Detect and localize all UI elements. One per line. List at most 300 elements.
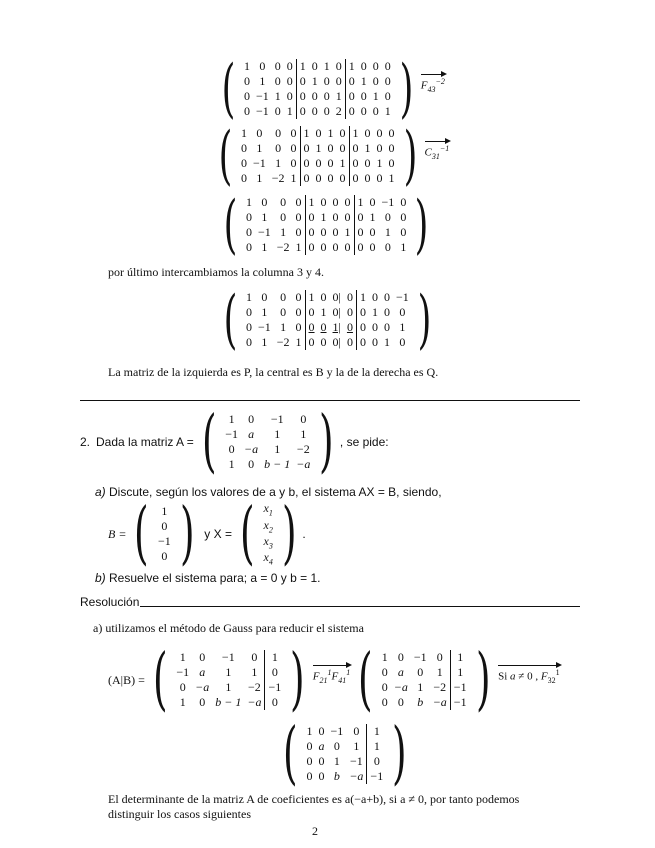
matrix-row <box>243 240 409 255</box>
vector-cell: 1 <box>161 504 168 518</box>
matrix-cell: 0 <box>332 210 339 224</box>
matrix-cell: 0 <box>344 240 351 254</box>
matrix-cell: 0 <box>296 89 309 104</box>
matrix-cell: 0 <box>295 225 302 239</box>
matrix-cell: −1 <box>450 680 469 695</box>
matrix-cell: −2 <box>248 680 261 694</box>
matrix-cell: 0 <box>275 141 282 155</box>
matrix-cell: 1 <box>256 171 263 185</box>
matrix-cell: −1 <box>255 104 269 118</box>
y-x-label: y X = <box>204 527 232 541</box>
matrix-cell: 1 <box>295 240 302 254</box>
matrix-row <box>173 695 284 710</box>
matrix-cell: 0 <box>318 769 325 783</box>
matrix-cell: 0 <box>245 305 252 319</box>
matrix-cell: a <box>199 665 206 679</box>
matrix-cell: 0 <box>376 141 383 155</box>
matrix-cell: 0 <box>300 156 313 171</box>
matrix-cell: −1 <box>257 225 271 239</box>
matrix-cell: 1 <box>275 156 282 170</box>
matrix-row <box>304 739 387 754</box>
matrix-cell: 0 <box>248 412 255 426</box>
matrix-cell: 1 <box>240 126 247 140</box>
matrix-cell: −2 <box>276 335 290 349</box>
problem-number: 2. <box>80 435 91 449</box>
matrix-cell: 0 <box>245 240 252 254</box>
matrix-cell: −a <box>244 442 259 456</box>
matrix-cell: 1 <box>320 305 327 319</box>
matrix-cell: −1 <box>270 412 284 426</box>
matrix-cell: 0 <box>280 290 287 304</box>
matrix-cell: 0 <box>280 305 287 319</box>
matrix-cell: 1 <box>388 171 395 185</box>
matrix-cell: 1 <box>245 290 252 304</box>
matrix-cell: −2 <box>433 680 447 694</box>
matrix-cell: 0 <box>354 240 367 255</box>
matrix-cell: 0 <box>372 104 379 118</box>
matrix-cell: 0 <box>311 89 318 103</box>
matrix-cell: 1 <box>179 695 186 709</box>
matrix-cell: 1 <box>305 195 318 210</box>
matrix-cell: 1 <box>300 427 307 441</box>
matrix-cell: 1 <box>274 427 281 441</box>
matrix-cell: 0 <box>339 126 346 140</box>
matrix-cell: 1 <box>261 240 268 254</box>
matrix-cell: −1 <box>330 724 344 738</box>
matrix-cell: 0 <box>397 695 404 709</box>
matrix-cell: 0 <box>265 665 284 680</box>
matrix-cell: 1 <box>335 89 342 103</box>
matrix-row <box>241 104 394 119</box>
matrix-step-3: ( 1 0 0 0 1 0 0 0 1 0 −1 0 0 1 0 0 0 1 0 0 0 1 0 0 0 −1 1 0 0 0 0 1 0 0 1 0 0 1 −2 1 0 0 0 0 0 0 0 1 ) <box>223 188 429 262</box>
matrix-cell: 0 <box>286 59 293 73</box>
matrix-cell: 0 <box>332 240 339 254</box>
matrix-cell: 0 <box>306 739 313 753</box>
part-b-text: Resuelve el sistema para; a = 0 y b = 1. <box>109 571 321 585</box>
matrix-cell: 0 <box>327 171 334 185</box>
matrix-cell: 0 <box>344 210 351 224</box>
matrix-row <box>243 320 412 335</box>
matrix-cell: 1 <box>356 290 369 305</box>
matrix-cell: 0 <box>274 104 281 118</box>
matrix-cell: 0 <box>400 225 407 239</box>
matrix-cell: 0 <box>345 89 358 104</box>
matrix-cell: 0 <box>179 680 186 694</box>
matrix-2-table <box>238 126 398 186</box>
matrix-cell: 1 <box>243 59 250 73</box>
matrix-cell: −2 <box>271 171 285 185</box>
matrix-cell: 0 <box>399 305 406 319</box>
matrix-cell: 0 <box>371 320 378 334</box>
matrix-cell: 0 <box>384 59 391 73</box>
matrix-cell: 0 <box>320 320 327 334</box>
matrix-cell: 0 <box>286 89 293 103</box>
matrix-cell: 0 <box>245 225 252 239</box>
matrix-cell: −2 <box>276 240 290 254</box>
separator-rule <box>80 400 580 401</box>
matrix-cell: 0 <box>320 195 327 209</box>
matrix-cell: 0 <box>376 171 383 185</box>
matrix-cell: 0 <box>360 104 367 118</box>
matrix-cell: a <box>397 665 404 679</box>
problem-tail: , se pide: <box>339 435 389 449</box>
matrix-cell: 0 <box>349 141 362 156</box>
matrix-cell: −1 <box>252 156 266 170</box>
matrix-cell: 1| <box>332 320 341 334</box>
matrix-cell: 0 <box>381 695 388 709</box>
matrix-row <box>304 754 387 769</box>
row-op-label-f: $F_{21}^1F_{41}^1$ <box>313 668 350 685</box>
matrix-cell: 0 <box>199 650 206 664</box>
matrix-cell: 0 <box>300 412 307 426</box>
matrix-row <box>379 695 470 710</box>
matrix-3-table <box>243 195 409 255</box>
matrix-cell: 0 <box>354 210 367 225</box>
matrix-cell: −a <box>349 769 364 783</box>
matrix-cell: 0 <box>256 126 263 140</box>
determinant-line-1: El determinante de la matriz A de coeficientes es a(−a+b), si a ≠ 0, por tanto podemos <box>108 792 520 806</box>
matrix-cell: 1 <box>376 156 383 170</box>
matrix-cell: 0 <box>320 240 327 254</box>
matrix-cell: 2 <box>335 104 342 118</box>
matrix-cell: 1 <box>306 724 313 738</box>
matrix-cell: 0 <box>280 210 287 224</box>
matrix-cell: −1 <box>395 290 409 304</box>
matrix-cell: 0 <box>354 225 367 240</box>
matrix-cell: 1 <box>261 335 268 349</box>
row-op-label-si: Si a ≠ 0 , $F_{32}^1$ <box>498 668 559 685</box>
matrix-A-table <box>222 412 313 472</box>
matrix-cell: 0 <box>315 156 322 170</box>
matrix-1-table <box>241 59 394 119</box>
matrix-cell: 0 <box>383 305 390 319</box>
vector-cell: −1 <box>157 534 171 548</box>
matrix-row <box>304 769 387 784</box>
matrix-cell: 1 <box>364 141 371 155</box>
matrix-cell: b − 1 <box>264 457 291 471</box>
matrix-cell: 0| <box>332 335 341 349</box>
augmented-row: (A|B) = ( 1 0 −1 0 1 −1 a 1 1 0 0 −a 1 −2 −1 1 0 b − 1 −a 0 ) $F_{21}^1F_{41}^1$ ( 1 0 −1 0 1 0 a 0 1 1 0 −a 1 −2 −1 0 0 b −a −1 ) Si a ≠ 0 , $F_{32}^1$ <box>108 640 560 719</box>
swap-columns-text: por último intercambiamos la columna 3 y 4. <box>108 265 324 279</box>
matrix-cell: 0 <box>295 305 302 319</box>
determinant-line-2: distinguir los casos siguientes <box>108 807 251 821</box>
matrix-step-2: ( 1 0 0 0 1 0 1 0 1 0 0 0 0 1 0 0 0 1 0 0 0 1 0 0 0 −1 1 0 0 0 0 1 0 0 1 0 0 1 −2 1 0 0 0 0 0 0 0 1 ) $C_{31}^{-1}$ <box>218 119 450 193</box>
matrix-cell: 0 <box>335 74 342 88</box>
matrix-row <box>243 195 409 210</box>
matrix-cell: 1 <box>290 171 297 185</box>
matrix-cell: 1 <box>367 739 386 754</box>
matrix-cell: 0 <box>305 320 318 335</box>
matrix-cell: −a <box>195 680 210 694</box>
matrix-cell: 0 <box>295 290 302 304</box>
matrix-cell: −2 <box>296 442 310 456</box>
matrix-cell: 1 <box>274 442 281 456</box>
matrix-cell: 0 <box>240 156 247 170</box>
matrix-cell: 0 <box>383 290 390 304</box>
matrix-cell: 0 <box>381 680 388 694</box>
matrix-cell: 0| <box>332 290 341 304</box>
matrix-cell: 1 <box>323 59 330 73</box>
matrix-cell: −1 <box>225 427 239 441</box>
matrix-cell: 1 <box>228 457 235 471</box>
matrix-row <box>173 665 284 680</box>
matrix-cell: 1 <box>327 126 334 140</box>
part-b-statement <box>95 571 320 585</box>
matrix-cell: 1 <box>339 156 346 170</box>
matrix-cell: 0 <box>346 290 353 304</box>
matrix-cell: 0 <box>364 126 371 140</box>
matrix-cell: 1 <box>345 59 358 74</box>
pbq-sentence: La matriz de la izquierda es P, la central es B y la de la derecha es Q. <box>108 365 439 379</box>
matrix-cell: 1 <box>280 320 287 334</box>
matrix-cell: 0 <box>245 210 252 224</box>
matrix-cell: 0 <box>315 126 322 140</box>
matrix-cell: 0 <box>290 141 297 155</box>
page-number: 2 <box>312 824 318 838</box>
matrix-cell: 0 <box>384 210 391 224</box>
matrix-cell: 0 <box>332 225 339 239</box>
matrix-cell: 0 <box>245 320 252 334</box>
matrix-cell: 0 <box>400 210 407 224</box>
matrix-cell: 0 <box>280 195 287 209</box>
matrix-cell: 0 <box>369 240 376 254</box>
matrix-cell: 0 <box>400 195 407 209</box>
matrix-cell: 0 <box>306 769 313 783</box>
matrix-row <box>243 335 412 350</box>
matrix-cell: 1 <box>400 240 407 254</box>
matrix-cell: 0| <box>332 305 341 319</box>
matrix-cell: 1 <box>225 680 232 694</box>
matrix-cell: −1 <box>255 89 269 103</box>
vector-X <box>261 501 276 567</box>
matrix-cell: 1 <box>274 89 281 103</box>
matrix-cell: −1 <box>367 769 386 784</box>
matrix-cell: −a <box>296 457 311 471</box>
matrix-cell: −a <box>247 695 262 709</box>
matrix-cell: 0 <box>349 171 362 186</box>
part-a-text: Discute, según los valores de a y b, el sistema AX = B, siendo, <box>109 485 442 499</box>
matrix-cell: 0 <box>346 320 353 334</box>
matrix-cell: −1 <box>257 320 271 334</box>
matrix-cell: 0 <box>345 74 358 89</box>
matrix-cell: 1 <box>320 210 327 224</box>
matrix-cell: 1 <box>305 290 318 305</box>
matrix-row <box>238 141 398 156</box>
part-a-label: a) <box>95 485 106 499</box>
matrix-cell: 0 <box>300 141 313 156</box>
matrix-cell: 0 <box>261 195 268 209</box>
augmented-matrix-1 <box>173 650 284 710</box>
matrix-cell: 0 <box>372 59 379 73</box>
matrix-cell: 0 <box>243 104 250 118</box>
matrix-cell: 0 <box>381 665 388 679</box>
matrix-cell: 1 <box>259 74 266 88</box>
vector-cell: 0 <box>161 549 168 563</box>
matrix-cell: 0 <box>388 141 395 155</box>
matrix-cell: 1 <box>228 412 235 426</box>
matrix-cell: 1 <box>384 225 391 239</box>
problem-lead: Dada la matriz A = <box>96 435 194 449</box>
matrix-cell: 0 <box>305 305 318 320</box>
matrix-cell: 1 <box>295 335 302 349</box>
matrix-cell: 0 <box>243 89 250 103</box>
matrix-cell: 0 <box>295 320 302 334</box>
matrix-row <box>238 156 398 171</box>
matrix-cell: 0 <box>349 156 362 171</box>
vector-cell: $x_4$ <box>263 550 273 567</box>
matrix-cell: 0 <box>327 156 334 170</box>
matrix-cell: 0 <box>388 156 395 170</box>
matrix-cell: 0 <box>251 650 258 664</box>
matrix-row <box>241 89 394 104</box>
matrix-cell: 1 <box>280 225 287 239</box>
augmented-matrix-3 <box>304 724 387 784</box>
matrix-cell: 1 <box>286 104 293 118</box>
matrix-cell: 0 <box>320 290 327 304</box>
vector-cell: $x_1$ <box>263 501 273 518</box>
matrix-cell: 1 <box>300 126 313 141</box>
matrix-cell: 0 <box>364 171 371 185</box>
resolucion-rule <box>140 606 580 607</box>
matrix-row <box>379 665 470 680</box>
matrix-cell: 0 <box>320 225 327 239</box>
matrix-cell: 1 <box>417 680 424 694</box>
matrix-cell: 0 <box>311 59 318 73</box>
matrix-cell: 1 <box>265 650 284 665</box>
vector-B <box>155 504 174 564</box>
matrix-row <box>304 724 387 739</box>
matrix-cell: 1 <box>360 74 367 88</box>
matrix-cell: 0 <box>240 141 247 155</box>
matrix-cell: 0 <box>344 195 351 209</box>
matrix-cell: 0 <box>371 290 378 304</box>
matrix-cell: 0 <box>323 104 330 118</box>
matrix-row <box>222 412 313 427</box>
matrix-cell: b <box>333 769 340 783</box>
matrix-row <box>243 290 412 305</box>
matrix-row <box>243 210 409 225</box>
matrix-cell: 0 <box>318 724 325 738</box>
matrix-cell: 0 <box>295 210 302 224</box>
matrix-cell: 0 <box>274 59 281 73</box>
matrix-cell: 0 <box>388 126 395 140</box>
matrix-cell: 0 <box>320 335 327 349</box>
matrix-cell: 0 <box>305 335 318 350</box>
matrix-cell: 0 <box>323 89 330 103</box>
matrix-cell: 0 <box>356 335 369 350</box>
matrix-cell: 1 <box>399 320 406 334</box>
matrix-row <box>173 680 284 695</box>
matrix-step-4: ( 1 0 0 0 1 0 0| 0 1 0 0 −1 0 1 0 0 0 1 0| 0 0 1 0 0 0 −1 1 0 0 0 1| 0 0 0 0 1 0 1 −2 1 0 0 0| 0 0 0 1 0 ) <box>223 283 432 357</box>
matrix-cell: 0 <box>384 240 391 254</box>
matrix-cell: 0 <box>300 171 313 186</box>
matrix-cell: 0 <box>384 74 391 88</box>
matrix-cell: 1 <box>381 650 388 664</box>
matrix-cell: b − 1 <box>215 695 242 709</box>
matrix-cell: 0 <box>315 171 322 185</box>
matrix-cell: 0 <box>295 195 302 209</box>
matrix-cell: 0 <box>290 156 297 170</box>
matrix-cell: 1 <box>333 754 340 768</box>
matrix-cell: 0 <box>333 739 340 753</box>
matrix-cell: 1 <box>261 305 268 319</box>
matrix-cell: 1 <box>383 335 390 349</box>
matrix-cell: −a <box>393 680 408 694</box>
matrix-cell: 1 <box>225 665 232 679</box>
matrix-cell: 1 <box>384 104 391 118</box>
matrix-cell: −1 <box>381 195 395 209</box>
matrix-cell: 0 <box>360 89 367 103</box>
matrix-cell: −1 <box>265 680 284 695</box>
matrix-cell: 1 <box>436 665 443 679</box>
matrix-row <box>238 126 398 141</box>
matrix-cell: 0 <box>305 240 318 255</box>
augmented-matrix-3-wrap: ( 1 0 −1 0 1 0 a 0 1 1 0 0 1 −1 0 0 0 b −a −1 ) <box>282 714 407 793</box>
matrix-cell: 0 <box>371 335 378 349</box>
matrix-cell: 1 <box>367 724 386 739</box>
resolucion-heading: Resolución <box>80 595 140 609</box>
matrix-cell: 0 <box>318 754 325 768</box>
matrix-cell: 0 <box>369 195 376 209</box>
part-b-label: b) <box>95 571 106 585</box>
matrix-row <box>241 59 394 74</box>
matrix-4-table <box>243 290 412 350</box>
matrix-cell: 1 <box>354 195 367 210</box>
augmented-matrix-2 <box>379 650 470 710</box>
matrix-cell: 0 <box>332 195 339 209</box>
matrix-cell: 0 <box>376 126 383 140</box>
matrix-cell: 0 <box>372 74 379 88</box>
matrix-row <box>173 650 284 665</box>
matrix-cell: 0 <box>335 59 342 73</box>
matrix-cell: 1 <box>261 210 268 224</box>
matrix-cell: 0 <box>367 754 386 769</box>
matrix-cell: 1 <box>450 665 469 680</box>
matrix-cell: 0 <box>290 126 297 140</box>
matrix-cell: 1 <box>371 305 378 319</box>
vector-cell: 0 <box>161 519 168 533</box>
matrix-cell: 0 <box>345 104 358 119</box>
matrix-cell: 0 <box>356 320 369 335</box>
matrix-cell: 0 <box>243 74 250 88</box>
matrix-cell: 0 <box>384 89 391 103</box>
matrix-cell: 1 <box>245 195 252 209</box>
matrix-row <box>243 225 409 240</box>
matrix-cell: 1 <box>311 74 318 88</box>
matrix-cell: 0 <box>356 305 369 320</box>
matrix-row <box>222 457 313 472</box>
matrix-cell: −1 <box>450 695 469 710</box>
solution-a-intro: a) utilizamos el método de Gauss para reducir el sistema <box>93 621 364 635</box>
matrix-cell: a <box>318 739 325 753</box>
row-op-label-1: $F_{43}^{-2}$ <box>421 77 445 94</box>
matrix-cell: 0 <box>436 650 443 664</box>
matrix-cell: 1 <box>315 141 322 155</box>
matrix-cell: 1 <box>296 59 309 74</box>
matrix-cell: 0 <box>275 126 282 140</box>
matrix-cell: a <box>248 427 255 441</box>
vector-cell: $x_2$ <box>263 517 273 534</box>
matrix-cell: 1 <box>251 665 258 679</box>
matrix-cell: 0 <box>286 74 293 88</box>
matrix-cell: −1 <box>349 754 363 768</box>
matrix-cell: 1 <box>256 141 263 155</box>
matrix-cell: 0 <box>296 104 309 119</box>
matrix-row <box>222 442 313 457</box>
problem-2-statement: 2. Dada la matriz A = ( 1 0 −1 0 −1 a 1 1 0 −a 1 −2 1 0 b − 1 −a ) , se pide: <box>80 402 389 481</box>
matrix-cell: 0 <box>383 320 390 334</box>
matrix-cell: 0 <box>306 754 313 768</box>
